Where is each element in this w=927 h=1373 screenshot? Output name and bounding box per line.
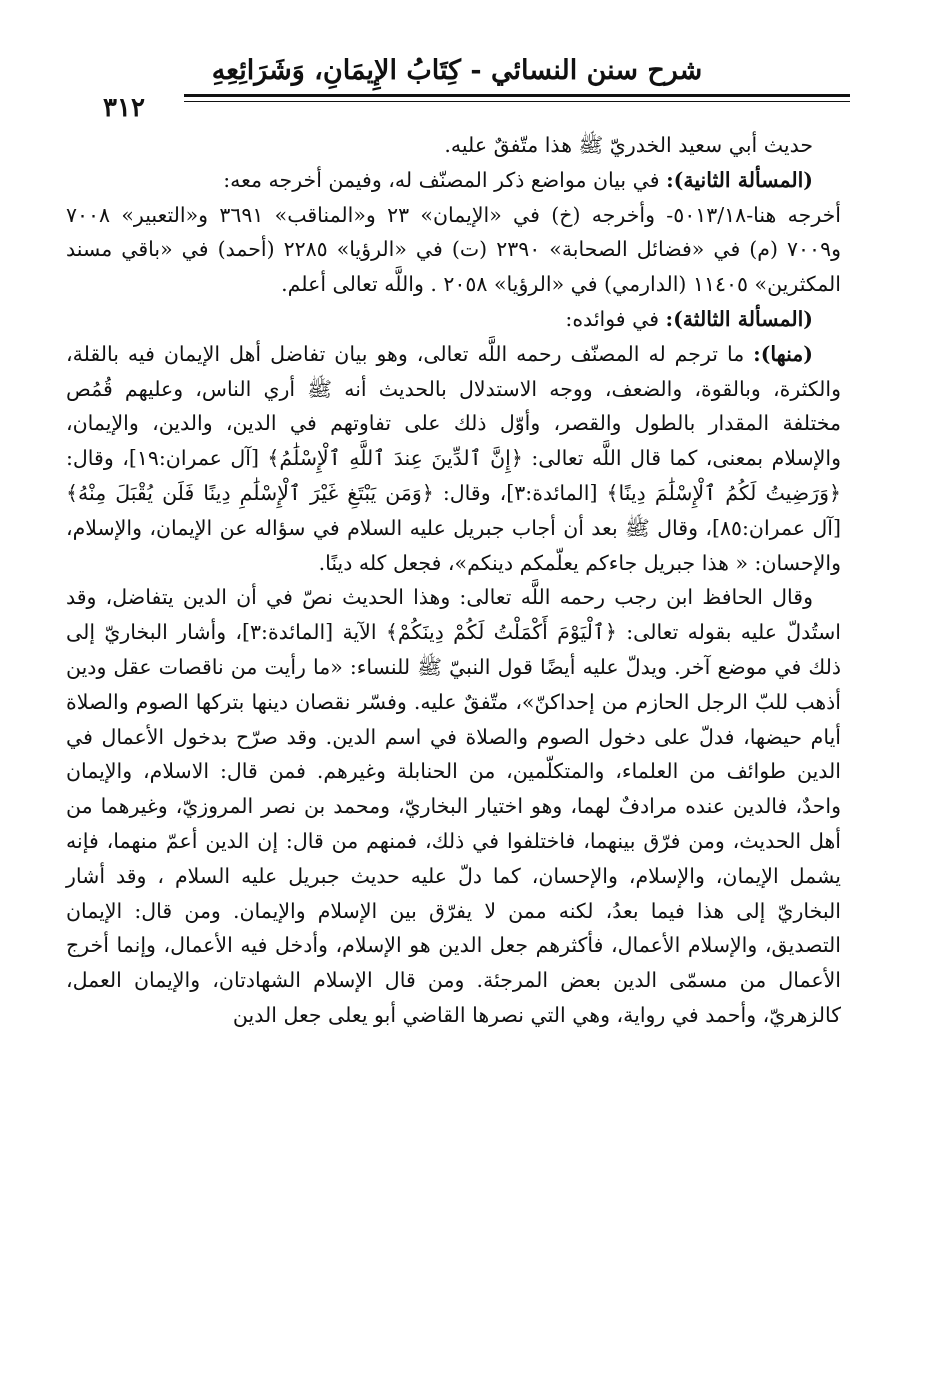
paragraph-text: في فوائده: [565,306,666,331]
page-header [64,52,850,140]
paragraph-text: في بيان مواضع ذكر المصنّف له، وفيمن أخرجه معه: [223,167,667,192]
paragraph-text: وقال الحافظ ابن رجب رحمه اللَّه تعالى: وهذا الحديث نصّ في أن الدين يتفاضل، وقد استُدلّ عليه بقوله تعالى: ﴿ٱلْيَوْمَ أَكْمَلْتُ لَكُمْ دِينَكُمْ﴾ الآية [المائدة:٣]، وأشار البخاريّ إلى ذلك في موضع آخر. ويدلّ عليه أيضًا قول النبيّ ﷺ للنساء: «ما رأيت من ناقصات عقل ودين أذهب للبّ الرجل الحازم من إحداكنّ»، متّفقٌ عليه. وفسّر نقصان دينها بتركها الصوم والصلاة أيام حيضها، فدلّ على دخول الصوم والصلاة في اسم الدين. وقد صرّح بدخول الأعمال في الدين طوائف من العلماء، والمتكلّمين، من الحنابلة وغيرهم. فمن قال: الاسلام، والإيمان واحدٌ، فالدين عنده مرادفٌ لهما، وهو اختيار البخاريّ، ومحمد بن نصر المروزيّ، وغيرهما من أهل الحديث، ومن فرّق بينهما، فاختلفوا في ذلك، فمنهم من قال: إن الدين أعمّ منهما، فإنه يشمل الإيمان، والإسلام، والإحسان، كما دلّ عليه حديث جبريل عليه السلام ، وقد أشار البخاريّ إلى هذا فيما بعدُ، لكنه ممن لا يفرّق بين الإسلام والإيمان. ومن قال: الإيمان التصديق، والإسلام الأعمال، فأكثرهم جعل الدين هو الإسلام، وأدخل فيه الأعمال، وإنما أخرج الأعمال من مسمّى الدين بعض المرجئة. ومن قال الإسلام الشهادتان، والإيمان العمل، كالزهريّ، وأحمد في رواية، وهي التي نصرها القاضي أبو يعلى جعل الدين [66,585,841,1027]
paragraph [66,163,841,198]
paragraph [66,198,841,302]
page-number: ٣١٢ [64,86,184,130]
paragraph-text: حديث أبي سعيد الخدريّ ﷺ هذا متّفقٌ عليه. [444,133,813,157]
running-title: شرح سنن النسائي - كِتَابُ الإِيمَانِ، وَشَرَائِعِهِ [211,55,703,86]
paragraph-text: أخرجه هنا-٥٠١٣/١٨- وأخرجه (خ) في «الإيمان» ٢٣ و«المناقب» ٣٦٩١ و«التعبير» ٧٠٠٨ و٧٠٠٩ (م) في «فضائل الصحابة» ٢٣٩٠ (ت) في «الرؤيا» ٢٢٨٥ (أحمد) في «باقي مسند المكثرين» ١١٤٠٥ (الدارمي) في «الرؤيا» ٢٠٥٨ . واللَّه تعالى أعلم. [66,202,842,297]
main-text [66,128,841,1033]
paragraph-text: ما ترجم له المصنّف رحمه اللَّه تعالى، وهو بيان تفاضل أهل الإيمان فيه بالقلة، والكثرة، وبالقوة، والضعف، ووجه الاستدلال بالحديث أنه ﷺ أري الناس، وعليهم قُمُص مختلفة المقدار بالطول والقصر، وأوّل ذلك على تفاوتهم في الدين، والدين، والإيمان، والإسلام بمعنى، كما قال اللَّه تعالى: ﴿إِنَّ ٱلدِّينَ عِندَ ٱللَّهِ ٱلْإِسْلَٰمُ﴾ [آل عمران:١٩]، وقال: ﴿وَرَضِيتُ لَكُمُ ٱلْإِسْلَٰمَ دِينًا﴾ [المائدة:٣]، وقال: ﴿وَمَن يَبْتَغِ غَيْرَ ٱلْإِسْلَٰمِ دِينًا فَلَن يُقْبَلَ مِنْهُ﴾ [آل عمران:٨٥]، وقال ﷺ بعد أن أجاب جبريل عليه السلام في سؤاله عن الإيمان، والإسلام، والإحسان: « هذا جبريل جاءكم يعلّمكم دينكم»، فجعل كله دينًا. [66,341,841,575]
paragraph [66,580,841,1032]
section-label: (المسألة الثانية): [666,167,813,192]
section-label: (المسألة الثالثة): [665,306,813,331]
section-label: (منها): [753,341,813,366]
paragraph [66,128,841,163]
paragraph [66,302,841,337]
paragraph [66,337,841,581]
